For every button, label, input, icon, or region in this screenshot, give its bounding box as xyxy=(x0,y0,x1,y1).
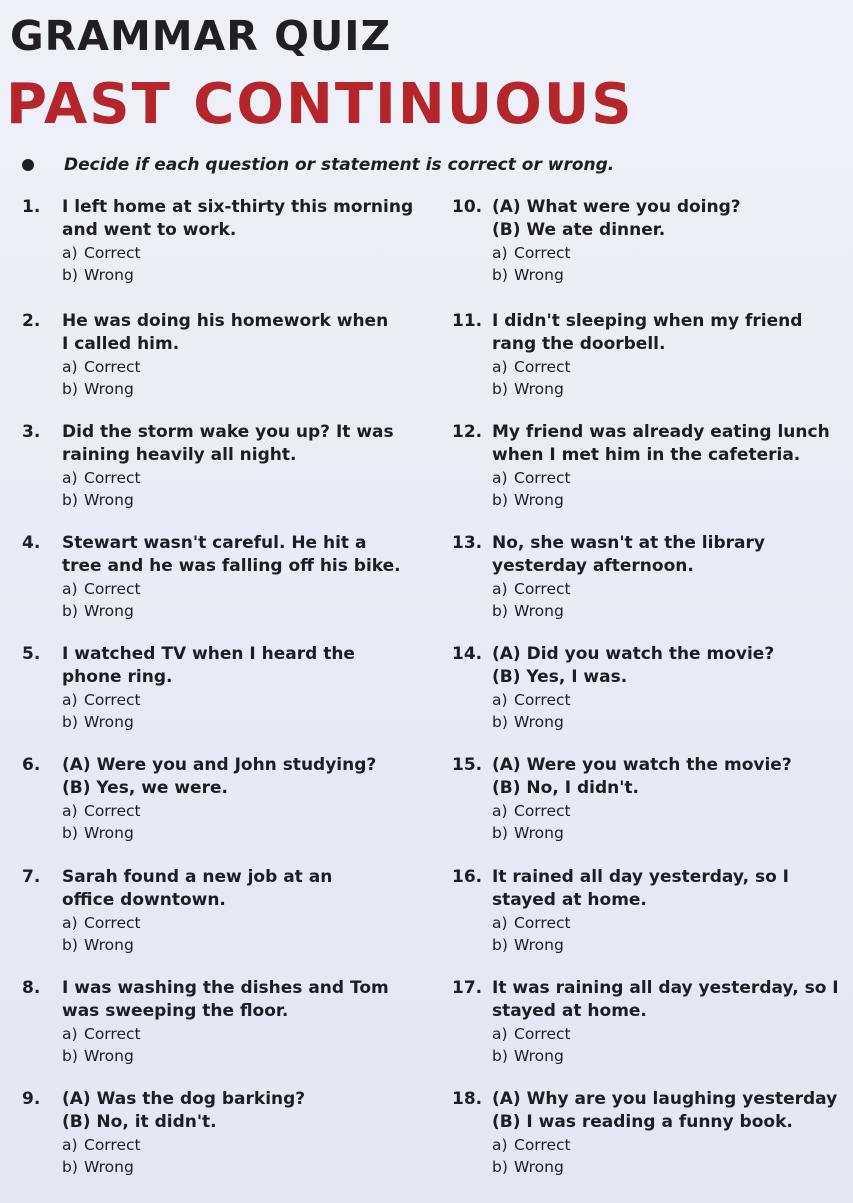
option-letter: b) xyxy=(62,1047,78,1065)
question-17 xyxy=(452,977,853,1067)
option-letter: b) xyxy=(62,824,78,842)
question-13 xyxy=(452,532,853,622)
question-text: (A) Were you watch the movie? (B) No, I didn't. xyxy=(492,755,792,798)
question-16 xyxy=(452,866,853,956)
answer-option-correct[interactable] xyxy=(22,912,432,934)
option-label: Correct xyxy=(84,469,141,487)
answer-option-wrong[interactable] xyxy=(22,1045,432,1067)
answer-option-wrong[interactable] xyxy=(452,1156,853,1178)
option-letter: b) xyxy=(492,824,508,842)
question-head xyxy=(22,196,432,242)
instruction-text: Decide if each question or statement is correct or wrong. xyxy=(64,155,615,175)
question-number: 18. xyxy=(452,1089,483,1109)
question-head xyxy=(22,532,432,578)
quiz-title: GRAMMAR QUIZ xyxy=(10,12,392,60)
answer-option-correct[interactable] xyxy=(452,467,853,489)
question-head xyxy=(452,421,853,467)
option-letter: a) xyxy=(62,1136,78,1154)
question-text: It rained all day yesterday, so I stayed at home. xyxy=(492,867,790,910)
option-label: Correct xyxy=(514,802,571,820)
question-text: (A) Did you watch the movie? (B) Yes, I was. xyxy=(492,644,775,687)
answer-option-correct[interactable] xyxy=(452,689,853,711)
option-letter: a) xyxy=(492,691,508,709)
answer-option-wrong[interactable] xyxy=(22,489,432,511)
option-label: Correct xyxy=(514,244,571,262)
option-label: Wrong xyxy=(84,1047,134,1065)
question-text: (A) Why are you laughing yesterday (B) I was reading a funny book. xyxy=(492,1089,838,1132)
answer-option-correct[interactable] xyxy=(22,242,432,264)
question-number: 17. xyxy=(452,978,483,998)
question-11 xyxy=(452,310,853,400)
question-1 xyxy=(22,196,432,286)
option-label: Correct xyxy=(84,1025,141,1043)
option-label: Wrong xyxy=(514,713,564,731)
answer-option-wrong[interactable] xyxy=(452,934,853,956)
option-letter: b) xyxy=(492,491,508,509)
question-head xyxy=(22,754,432,800)
question-7 xyxy=(22,866,432,956)
option-letter: a) xyxy=(492,244,508,262)
answer-option-wrong[interactable] xyxy=(22,600,432,622)
answer-option-correct[interactable] xyxy=(22,578,432,600)
question-text: Stewart wasn't careful. He hit a tree and he was falling off his bike. xyxy=(62,533,401,576)
option-letter: a) xyxy=(492,914,508,932)
option-letter: b) xyxy=(492,266,508,284)
option-label: Correct xyxy=(84,358,141,376)
answer-option-correct[interactable] xyxy=(22,1023,432,1045)
question-head xyxy=(452,1088,853,1134)
question-text: (A) Was the dog barking? (B) No, it didn't. xyxy=(62,1089,306,1132)
answer-option-correct[interactable] xyxy=(22,800,432,822)
answer-option-correct[interactable] xyxy=(452,1134,853,1156)
option-letter: a) xyxy=(492,802,508,820)
question-2 xyxy=(22,310,432,400)
question-text: Sarah found a new job at an office downtown. xyxy=(62,867,333,910)
question-text: (A) Were you and John studying? (B) Yes, we were. xyxy=(62,755,377,798)
instruction xyxy=(22,155,614,175)
question-head xyxy=(452,643,853,689)
option-letter: b) xyxy=(62,713,78,731)
answer-option-wrong[interactable] xyxy=(452,378,853,400)
question-text: He was doing his homework when I called him. xyxy=(62,311,389,354)
option-letter: a) xyxy=(62,802,78,820)
question-number: 10. xyxy=(452,197,483,217)
question-number: 2. xyxy=(22,311,41,331)
question-text: No, she wasn't at the library yesterday afternoon. xyxy=(492,533,765,576)
answer-option-wrong[interactable] xyxy=(452,489,853,511)
answer-option-wrong[interactable] xyxy=(22,822,432,844)
answer-option-wrong[interactable] xyxy=(22,1156,432,1178)
option-label: Correct xyxy=(514,469,571,487)
question-5 xyxy=(22,643,432,733)
question-head xyxy=(22,1088,432,1134)
question-number: 8. xyxy=(22,978,41,998)
option-label: Wrong xyxy=(514,266,564,284)
answer-option-wrong[interactable] xyxy=(452,711,853,733)
option-label: Wrong xyxy=(84,491,134,509)
question-number: 5. xyxy=(22,644,41,664)
option-label: Wrong xyxy=(84,713,134,731)
question-number: 13. xyxy=(452,533,483,553)
option-letter: a) xyxy=(62,244,78,262)
question-14 xyxy=(452,643,853,733)
question-15 xyxy=(452,754,853,844)
answer-option-wrong[interactable] xyxy=(22,264,432,286)
question-head xyxy=(452,754,853,800)
question-number: 6. xyxy=(22,755,41,775)
question-head xyxy=(452,866,853,912)
question-10 xyxy=(452,196,853,286)
option-label: Correct xyxy=(84,914,141,932)
option-letter: a) xyxy=(62,469,78,487)
option-letter: a) xyxy=(492,358,508,376)
option-label: Correct xyxy=(514,580,571,598)
question-head xyxy=(22,866,432,912)
option-label: Wrong xyxy=(514,491,564,509)
bullet-icon xyxy=(22,159,34,171)
option-label: Wrong xyxy=(84,602,134,620)
question-text: I watched TV when I heard the phone ring. xyxy=(62,644,355,687)
answer-option-wrong[interactable] xyxy=(22,934,432,956)
option-label: Correct xyxy=(84,1136,141,1154)
answer-option-correct[interactable] xyxy=(452,1023,853,1045)
option-letter: a) xyxy=(62,914,78,932)
question-number: 3. xyxy=(22,422,41,442)
option-label: Correct xyxy=(514,1025,571,1043)
answer-option-correct[interactable] xyxy=(452,578,853,600)
option-label: Wrong xyxy=(84,1158,134,1176)
option-letter: b) xyxy=(492,380,508,398)
option-label: Correct xyxy=(514,358,571,376)
option-letter: a) xyxy=(492,1136,508,1154)
question-3 xyxy=(22,421,432,511)
question-number: 15. xyxy=(452,755,483,775)
answer-option-correct[interactable] xyxy=(452,356,853,378)
question-6 xyxy=(22,754,432,844)
option-label: Wrong xyxy=(514,380,564,398)
option-label: Wrong xyxy=(514,936,564,954)
option-letter: b) xyxy=(492,1047,508,1065)
question-head xyxy=(452,196,853,242)
question-text: (A) What were you doing? (B) We ate dinner. xyxy=(492,197,741,240)
question-12 xyxy=(452,421,853,511)
answer-option-correct[interactable] xyxy=(22,467,432,489)
question-head xyxy=(22,643,432,689)
answer-option-correct[interactable] xyxy=(22,1134,432,1156)
answer-option-wrong[interactable] xyxy=(452,1045,853,1067)
option-letter: a) xyxy=(492,580,508,598)
option-letter: b) xyxy=(492,1158,508,1176)
question-head xyxy=(452,977,853,1023)
option-letter: b) xyxy=(62,380,78,398)
option-letter: b) xyxy=(62,491,78,509)
question-text: I left home at six-thirty this morning and went to work. xyxy=(62,197,414,240)
question-4 xyxy=(22,532,432,622)
option-letter: a) xyxy=(62,358,78,376)
answer-option-correct[interactable] xyxy=(22,689,432,711)
option-letter: a) xyxy=(492,469,508,487)
answer-option-wrong[interactable] xyxy=(452,264,853,286)
option-letter: a) xyxy=(62,1025,78,1043)
answer-option-wrong[interactable] xyxy=(452,600,853,622)
answer-option-wrong[interactable] xyxy=(22,378,432,400)
option-letter: b) xyxy=(62,602,78,620)
option-letter: b) xyxy=(492,713,508,731)
question-9 xyxy=(22,1088,432,1178)
option-label: Wrong xyxy=(514,1047,564,1065)
question-text: My friend was already eating lunch when I met him in the cafeteria. xyxy=(492,422,830,465)
question-head xyxy=(22,977,432,1023)
question-text: I didn't sleeping when my friend rang the doorbell. xyxy=(492,311,803,354)
option-label: Correct xyxy=(84,244,141,262)
option-letter: a) xyxy=(62,580,78,598)
option-label: Wrong xyxy=(514,824,564,842)
option-letter: b) xyxy=(492,936,508,954)
question-text: Did the storm wake you up? It was raining heavily all night. xyxy=(62,422,394,465)
option-label: Wrong xyxy=(84,824,134,842)
question-text: I was washing the dishes and Tom was sweeping the floor. xyxy=(62,978,389,1021)
answer-option-correct[interactable] xyxy=(22,356,432,378)
option-label: Correct xyxy=(514,1136,571,1154)
question-number: 7. xyxy=(22,867,41,887)
option-label: Correct xyxy=(514,691,571,709)
option-label: Correct xyxy=(84,802,141,820)
question-head xyxy=(452,310,853,356)
question-text: It was raining all day yesterday, so I stayed at home. xyxy=(492,978,839,1021)
option-label: Wrong xyxy=(514,1158,564,1176)
question-head xyxy=(22,421,432,467)
option-label: Wrong xyxy=(84,936,134,954)
question-number: 16. xyxy=(452,867,483,887)
question-head xyxy=(452,532,853,578)
answer-option-correct[interactable] xyxy=(452,242,853,264)
answer-option-correct[interactable] xyxy=(452,912,853,934)
answer-option-wrong[interactable] xyxy=(22,711,432,733)
option-letter: b) xyxy=(62,266,78,284)
question-number: 12. xyxy=(452,422,483,442)
option-letter: a) xyxy=(62,691,78,709)
option-letter: a) xyxy=(492,1025,508,1043)
option-letter: b) xyxy=(492,602,508,620)
answer-option-wrong[interactable] xyxy=(452,822,853,844)
option-label: Correct xyxy=(514,914,571,932)
answer-option-correct[interactable] xyxy=(452,800,853,822)
option-label: Wrong xyxy=(514,602,564,620)
option-label: Correct xyxy=(84,691,141,709)
question-number: 11. xyxy=(452,311,483,331)
question-head xyxy=(22,310,432,356)
question-number: 1. xyxy=(22,197,41,217)
option-label: Correct xyxy=(84,580,141,598)
question-18 xyxy=(452,1088,853,1178)
question-number: 9. xyxy=(22,1089,41,1109)
quiz-subtitle: PAST CONTINUOUS xyxy=(6,72,634,137)
question-8 xyxy=(22,977,432,1067)
option-letter: b) xyxy=(62,1158,78,1176)
option-label: Wrong xyxy=(84,266,134,284)
option-letter: b) xyxy=(62,936,78,954)
question-number: 14. xyxy=(452,644,483,664)
question-number: 4. xyxy=(22,533,41,553)
option-label: Wrong xyxy=(84,380,134,398)
